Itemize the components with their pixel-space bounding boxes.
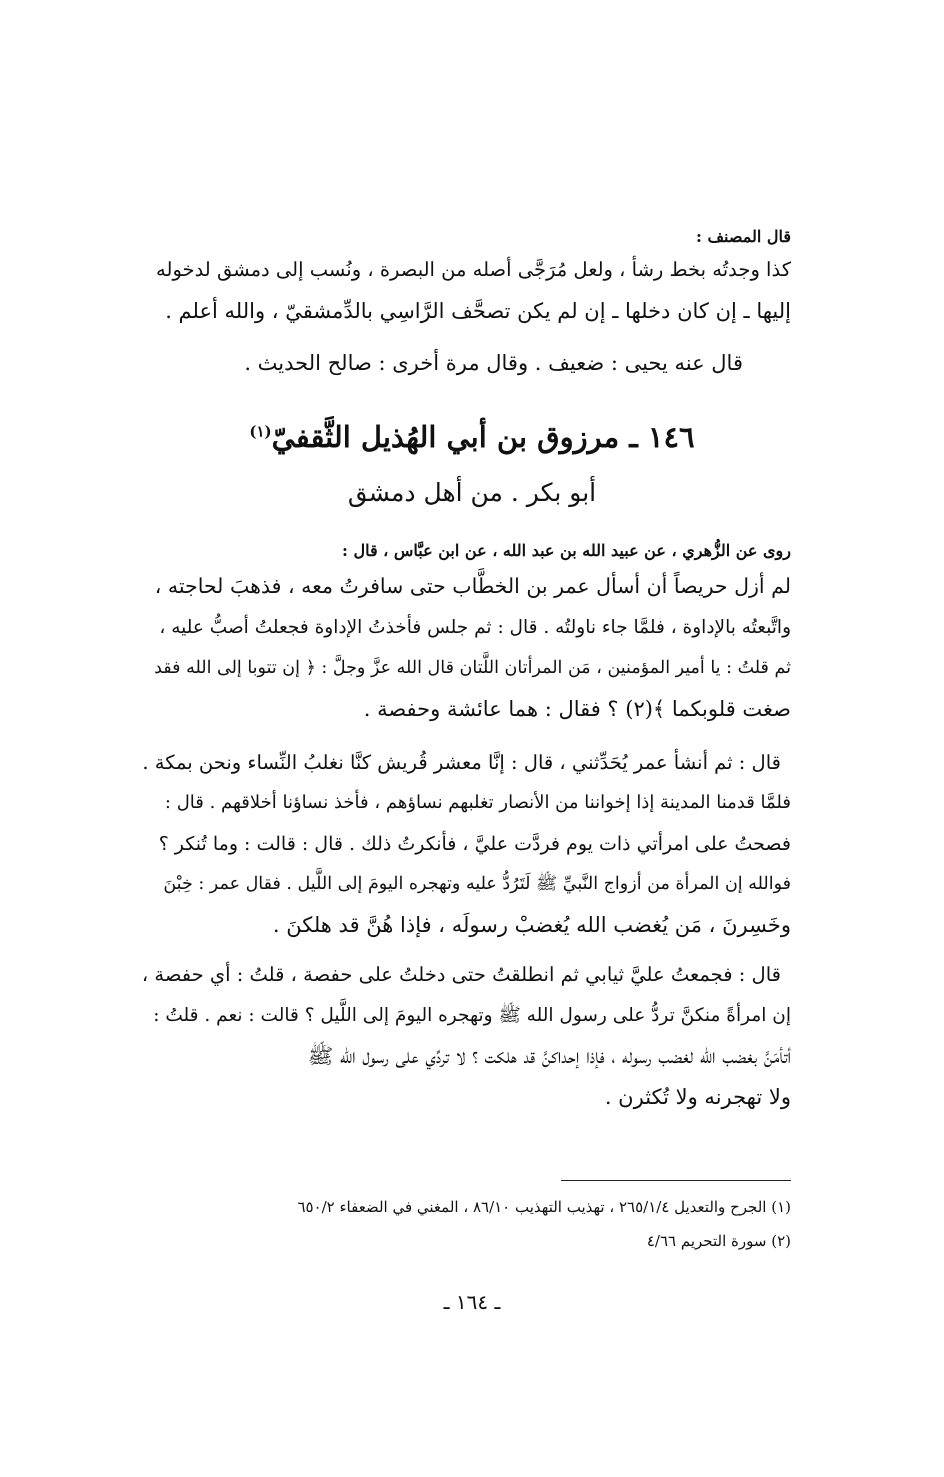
footnote-ref: (١) <box>249 422 272 441</box>
entry-title <box>0 420 944 454</box>
isnad-line: روى عن الزُّهري ، عن عبيد الله بن عبد الله ، عن ابن عبَّاس ، قال : <box>341 541 791 560</box>
text-line: فصحتُ على امرأتي ذات يوم فردَّت عليَّ ، فأنكرتُ ذلك . قال : قالت : وما تُنكر ؟ <box>158 833 791 855</box>
text-line: ولا تهجرنه ولا تُكثرن . <box>604 1085 791 1109</box>
footnote-divider <box>561 1180 791 1181</box>
entry-title-text: ١٤٦ ـ مرزوق بن أبي الهُذيل الثَّقفيّ <box>271 420 695 454</box>
entry-subtitle: أبو بكر . من أهل دمشق <box>347 478 597 507</box>
text-line: قال عنه يحيى : ضعيف . وقال مرة أخرى : صالح الحديث . <box>244 351 743 375</box>
text-line: إليها ـ إن كان دخلها ـ إن لم يكن تصحَّف الرَّاسِي بالدِّمشقيّ ، والله أعلم . <box>165 299 791 323</box>
author-note-label: قال المصنف : <box>695 227 791 246</box>
page-number: ـ ١٦٤ ـ <box>443 1290 501 1314</box>
text-line: صغت قلوبكما ﴾(٢) ؟ فقال : هما عائشة وحفصة . <box>363 697 791 721</box>
text-line: فوالله إن المرأة من أزواج النَّبيِّ ﷺ لَتَرُدُّ عليه وتهجره اليومَ إلى اللَّيل . فقال عمر : خِبْنَ <box>163 874 791 894</box>
text-line: كذا وجدتُه بخط رشأ ، ولعل مُرَجَّى أصله من البصرة ، ونُسب إلى دمشق لدخوله <box>156 258 791 281</box>
text-line: أتأمَنَّ بغضب الله لغضب رسوله ، فإذا إحداكنَّ قد هلكت ؟ لا تردِّي على رسول الله ﷺ <box>307 1044 791 1068</box>
footnote: (١) الجرح والتعديل ٢٦٥/١/٤ ، تهذيب التهذيب ٨٦/١٠ ، المغني في الضعفاء ٦٥٠/٢ <box>297 1198 791 1216</box>
text-line: وخَسِرنَ ، مَن يُغضب الله يُغضبْ رسولَه ، فإذا هُنَّ قد هلكنَ . <box>272 913 791 937</box>
text-line: فلمَّا قدمنا المدينة إذا إخواننا من الأنصار تغلبهم نساؤهم ، فأخذ نساؤنا أخلاقهم . قال : <box>164 792 791 813</box>
text-line: لم أزل حريصاً أن أسأل عمر بن الخطَّاب حتى سافرتُ معه ، فذهبَ لحاجته ، <box>154 574 791 598</box>
text-line: قال : ثم أنشأ عمر يُحَدِّثني ، قال : إنَّا معشر قُريش كنَّا نغلبُ النِّساء ونحن بمكة . <box>142 751 781 774</box>
footnote: (٢) سورة التحريم ٤/٦٦ <box>646 1232 791 1250</box>
text-line: واتَّبعتُه بالإداوة ، فلمَّا جاء ناولتُه . قال : ثم جلس فأخذتُ الإداوة فجعلتُ أصبُّ عليه ، <box>159 617 791 638</box>
text-line: إن امرأةً منكنَّ تردُّ على رسول الله ﷺ وتهجره اليومَ إلى اللَّيل ؟ قالت : نعم . قلتُ : <box>153 1005 791 1026</box>
text-line: ثم قلتُ : يا أمير المؤمنين ، مَن المرأتان اللَّتان قال الله عزَّ وجلَّ : ﴿ إن تتوبا إلى الله فقد <box>154 658 791 678</box>
text-line: قال : فجمعتُ عليَّ ثيابي ثم انطلقتُ حتى دخلتُ على حفصة ، قلتُ : أي حفصة ، <box>141 963 781 986</box>
